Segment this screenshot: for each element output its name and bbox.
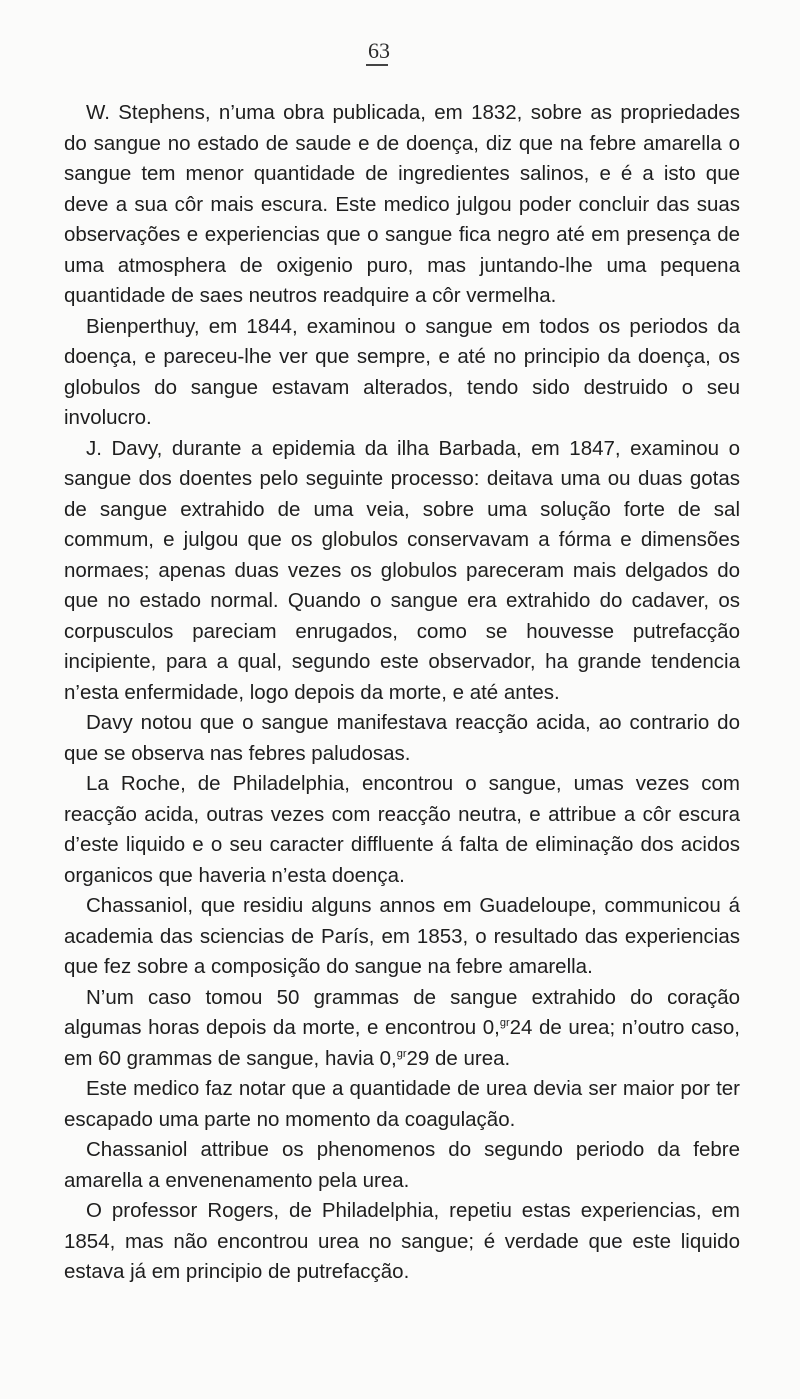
page-number-rule (366, 64, 388, 66)
paragraph-stephens: W. Stephens, n’uma obra publicada, em 1832, sobre as propriedades do sangue no estado de saude e de doença, diz que na febre amarella o sangue tem menor quantidade de ingredientes salinos, e é a isto que deve a sua côr mais escura. Este medico julgou poder concluir das suas observações e experiencias que o sangue fica negro até em presença de uma atmosphera de oxigenio puro, mas juntando-lhe uma pequena quantidade de saes neutros readquire a côr vermelha. (64, 101, 740, 307)
paragraph-urea-measurements (64, 983, 740, 1075)
paragraph-chassaniol: Chassaniol, que residiu alguns annos em Guadeloupe, communicou á academia das sciencias de París, em 1853, o resultado das experiencias que fez sobre a composição do sangue na febre amarella. (64, 894, 740, 978)
grams-superscript: gr (396, 1047, 407, 1060)
paragraph-urea-quantity: Este medico faz notar que a quantidade de urea devia ser maior por ter escapado uma parte no momento da coagulação. (64, 1077, 740, 1131)
paragraph-davy-reaction: Davy notou que o sangue manifestava reacção acida, ao contrario do que se observa nas febres paludosas. (64, 711, 740, 765)
urea-text-part1: N’um caso tomou 50 grammas de sangue extrahido do coração algumas horas depois da morte, e encontrou 0, (64, 985, 740, 1039)
urea-text-part3: 29 de urea. (406, 1046, 511, 1070)
paragraph-bienperthuy: Bienperthuy, em 1844, examinou o sangue em todos os periodos da doença, e pareceu-lhe ver que sempre, e até no principio da doença, os globulos do sangue estavam alterados, tendo sido destruido o seu involucro. (64, 314, 740, 429)
paragraph-davy-method: J. Davy, durante a epidemia da ilha Barbada, em 1847, examinou o sangue dos doentes pelo seguinte processo: deitava uma ou duas gotas de sangue extrahido de uma veia, sobre uma solução forte de sal commum, e julgou que os globulos conservavam a fórma e dimensões normaes; apenas duas vezes os globulos pareceram mais delgados do que no estado normal. Quando o sangue era extrahido do cadaver, os corpusculos pareciam enrugados, como se houvesse putrefacção incipiente, para a qual, segundo este observador, ha grande tendencia n’esta enfermidade, logo depois da morte, e até antes. (64, 436, 740, 704)
paragraph-la-roche: La Roche, de Philadelphia, encontrou o sangue, umas vezes com reacção acida, outras vezes com reacção neutra, e attribue a côr escura d’este liquido e o seu caracter diffluente á falta de eliminação dos acidos organicos que haveria n’esta doença. (64, 772, 740, 887)
page-number: 63 (368, 38, 390, 63)
grams-superscript: gr (499, 1017, 510, 1030)
paragraph-rogers: O professor Rogers, de Philadelphia, repetiu estas experiencias, em 1854, mas não encontrou urea no sangue; é verdade que este liquido estava já em principio de putrefacção. (64, 1199, 740, 1283)
paragraph-chassaniol-attribution: Chassaniol attribue os phenomenos do segundo periodo da febre amarella a envenenamento pela urea. (64, 1138, 740, 1192)
urea-text-part2: 24 de urea; n’outro caso, em 60 grammas de sangue, havia 0, (64, 1016, 740, 1070)
body-text (64, 98, 740, 1288)
